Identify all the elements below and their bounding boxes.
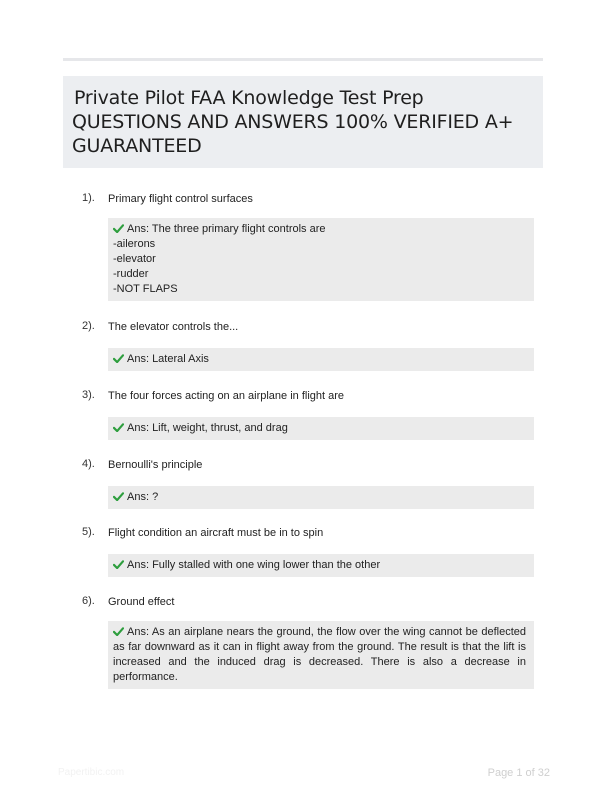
page-number: Page 1 of 32 [487,767,550,779]
question-item [80,458,535,509]
question-text: The four forces acting on an airplane in flight are [108,390,345,402]
watermark: Papertibic.com [58,767,125,778]
answer-box [108,621,534,689]
answer-text: -elevator [113,253,156,265]
question-text: Bernoulli's principle [108,459,203,471]
answer-box [108,218,534,301]
answer-text: Ans: Fully stalled with one wing lower than the other [127,559,381,571]
title-line-3: GUARANTEED [72,135,202,157]
top-divider [63,58,543,61]
answer-box [108,417,534,440]
answer-text: Ans: ? [127,491,159,503]
check-icon [113,560,124,569]
check-icon [113,354,124,363]
question-item [80,192,535,301]
answer-text: Ans: Lift, weight, thrust, and drag [127,422,288,434]
question-number: 3). [82,389,95,401]
question-number: 5). [82,526,95,538]
answer-text: -rudder [113,268,149,280]
question-text: The elevator controls the... [108,321,239,333]
title-line-1: Private Pilot FAA Knowledge Test Prep [74,87,424,109]
check-icon [113,492,124,501]
check-icon [113,423,124,432]
title-line-2: QUESTIONS AND ANSWERS 100% VERIFIED A+ [72,111,514,133]
question-text: Flight condition an aircraft must be in to spin [108,527,324,539]
question-item [80,526,535,577]
answer-text: Ans: Lateral Axis [127,353,209,365]
answer-text: Ans: As an airplane nears the ground, the flow over the wing cannot be deflected as far downward as it can in flight away from the ground. The result is that the lift is increased and the induced drag is decreased. There is also a decrease in performance. [113,626,526,683]
question-number: 6). [82,595,95,607]
question-item [80,389,535,440]
check-icon [113,627,124,636]
question-number: 4). [82,458,95,470]
answer-box [108,486,534,509]
question-item [80,595,535,689]
answer-box [108,348,534,371]
question-item [80,320,535,371]
question-text: Primary flight control surfaces [108,193,253,205]
answer-text: Ans: The three primary flight controls are [127,223,326,235]
question-number: 1). [82,192,95,204]
question-text: Ground effect [108,596,175,608]
document-title [63,76,543,168]
answer-box [108,554,534,577]
answer-text: -ailerons [113,238,156,250]
question-number: 2). [82,320,95,332]
answer-text: -NOT FLAPS [113,283,178,295]
check-icon [113,224,124,233]
